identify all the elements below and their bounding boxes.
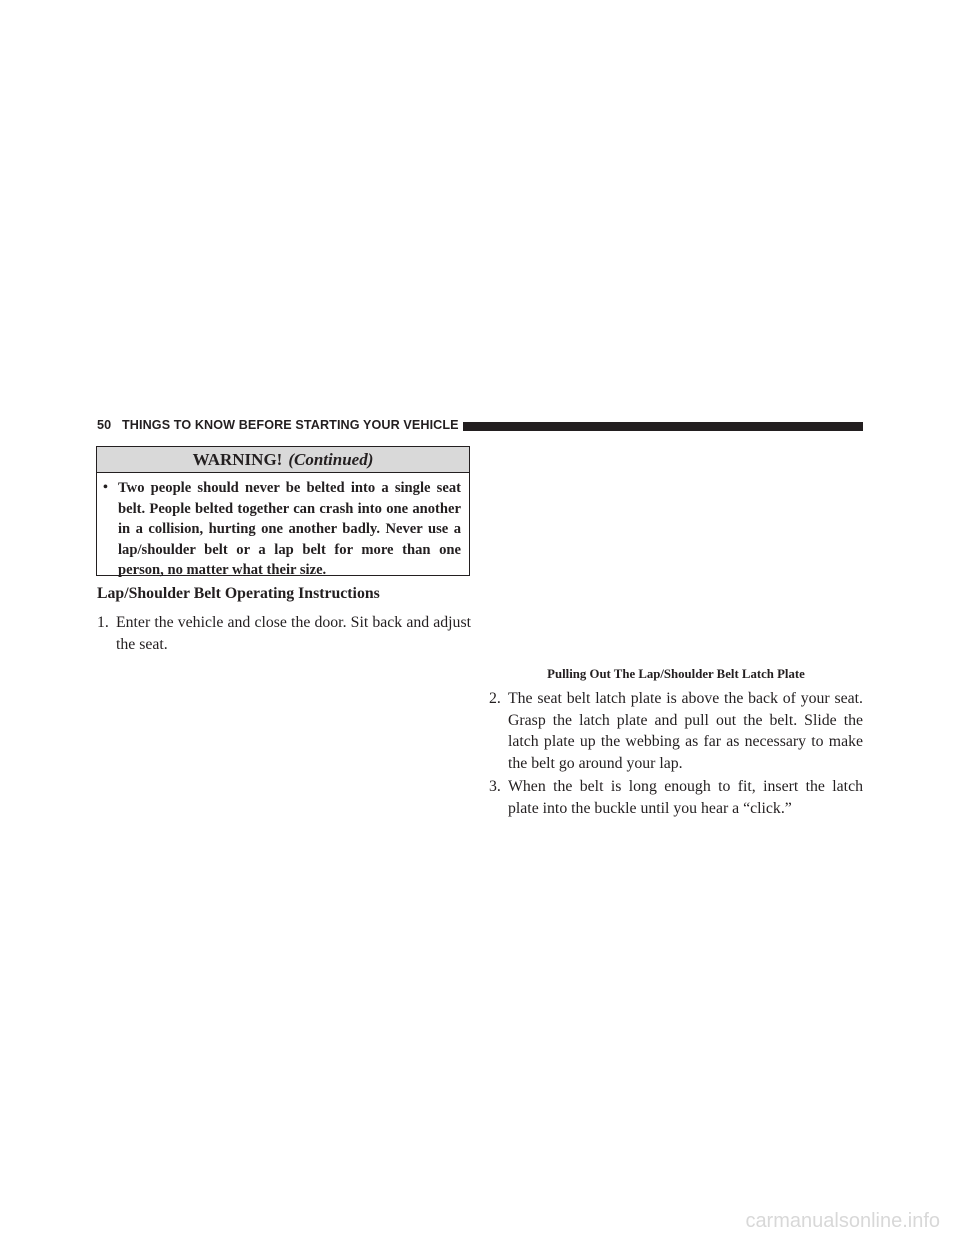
- warning-continued: (Continued): [288, 450, 374, 469]
- page-number: 50: [97, 418, 112, 432]
- step-text: The seat belt latch plate is above the back of your seat. Grasp the latch plate and pull out the belt. Slide the latch plate up the webbing as far as necessary to make the belt go around your lap.: [508, 690, 863, 772]
- figure-caption: Pulling Out The Lap/Shoulder Belt Latch Plate: [547, 667, 805, 681]
- step-text: When the belt is long enough to fit, insert the latch plate into the buckle until you hear a “click.”: [508, 778, 863, 817]
- warning-box: [96, 446, 470, 576]
- warning-body: [97, 473, 469, 581]
- step-3: [489, 776, 863, 819]
- bullet-icon: •: [103, 480, 108, 495]
- page-header: [97, 416, 863, 436]
- step-2: [489, 688, 863, 774]
- section-heading: Lap/Shoulder Belt Operating Instructions: [97, 585, 380, 602]
- figure-image: [489, 444, 863, 659]
- step-number: 3.: [489, 778, 501, 795]
- step-1: [97, 612, 471, 655]
- step-number: 1.: [97, 614, 109, 631]
- header-rule: [463, 422, 863, 431]
- section-title: THINGS TO KNOW BEFORE STARTING YOUR VEHICLE: [122, 418, 459, 432]
- warning-title: WARNING!: [192, 450, 283, 469]
- watermark: carmanualsonline.info: [745, 1210, 940, 1232]
- warning-header: [97, 447, 469, 473]
- step-text: Enter the vehicle and close the door. Sit back and adjust the seat.: [116, 614, 471, 653]
- header-title: [97, 418, 459, 432]
- step-number: 2.: [489, 690, 501, 707]
- warning-text: Two people should never be belted into a single seat belt. People belted together can crash into one another in a collision, hurting one another badly. Never use a lap/shoulder belt or a lap belt for more than one person, no matter what their size.: [118, 480, 461, 578]
